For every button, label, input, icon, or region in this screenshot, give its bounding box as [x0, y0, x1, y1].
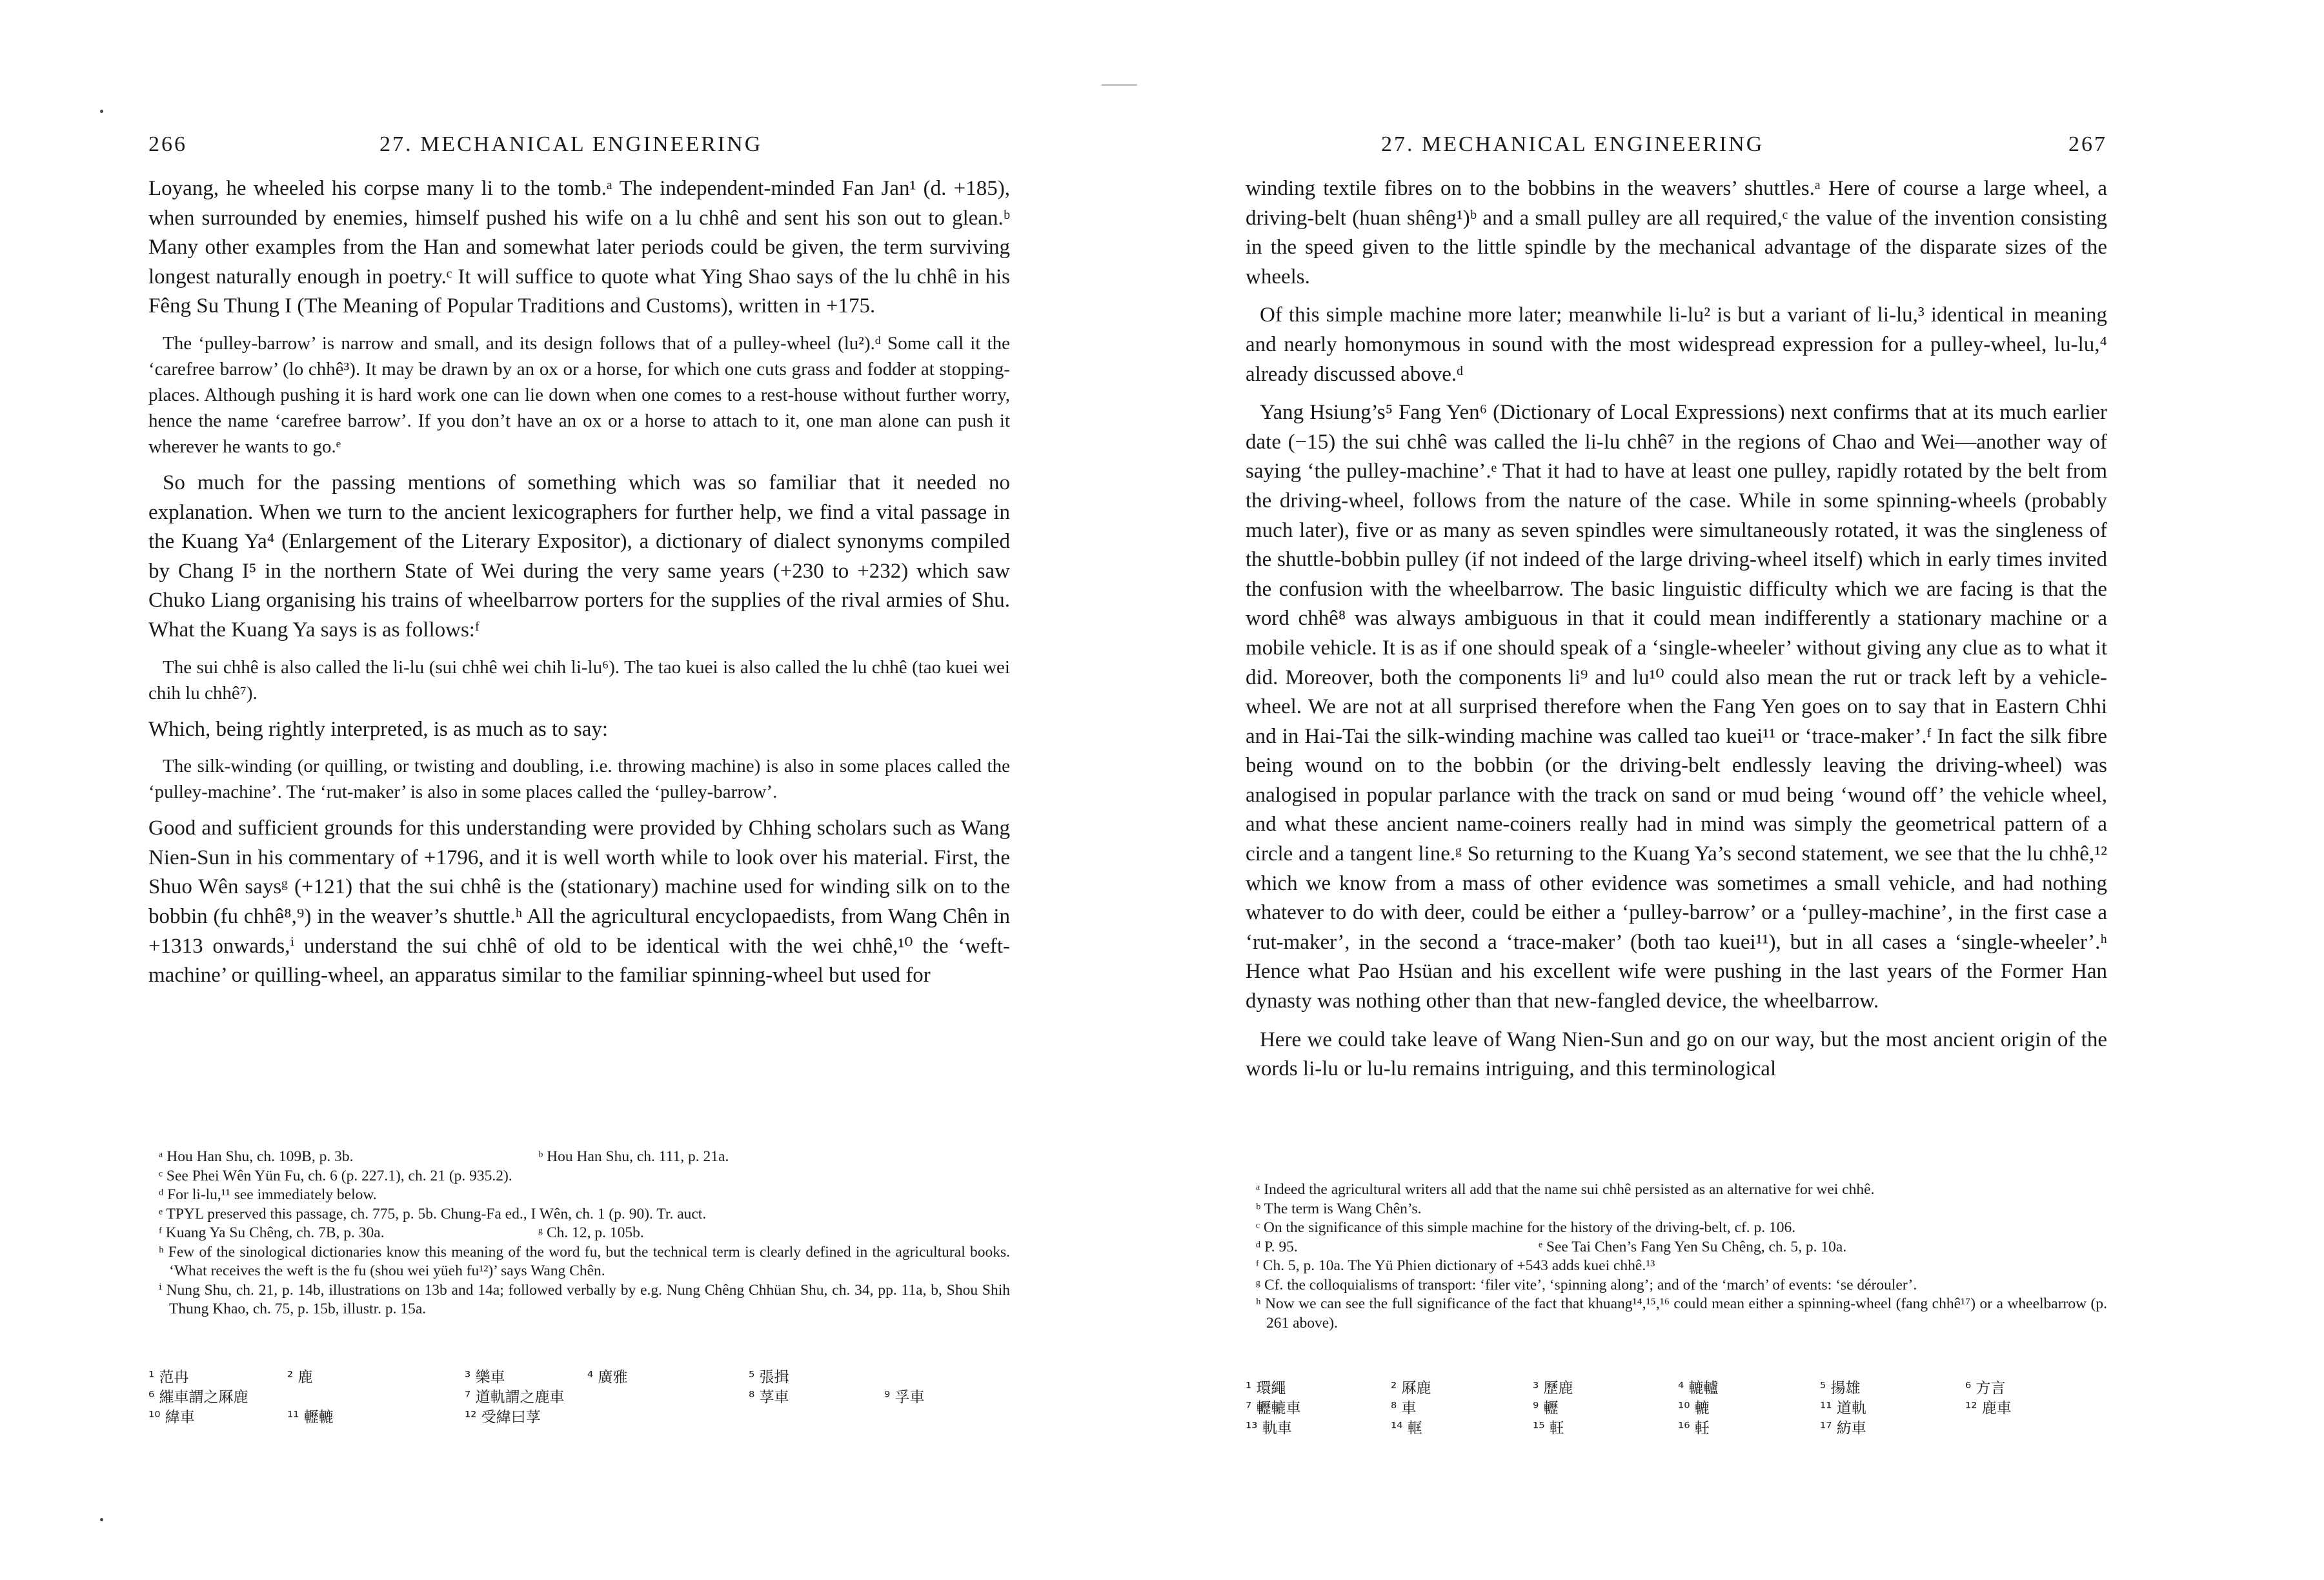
footnote-h: ʰ Now we can see the full significance of the fact that khuang¹⁴,¹⁵,¹⁶ could mean either a spinning-wheel (fang chhê¹⁷) or a wheelbarrow (p. 261 above).	[1256, 1295, 2107, 1332]
paragraph: Yang Hsiung’s⁵ Fang Yen⁶ (Dictionary of Local Expressions) next confirms that at its much earlier date (−15) the sui chhê was called the li-lu chhê⁷ in the regions of Chao and Wei—another way of saying ‘the pulley-machine’.ᵉ That it had to have at least one pulley, rapidly rotated by the belt from the driving-wheel, follows from the nature of the case. While in some spinning-wheels (probably much later), five or as many as seven spindles were simultaneously rotated, it was the singleness of the shuttle-bobbin pulley (if not indeed of the large driving-wheel itself) which in early times invited the confusion with the wheelbarrow. The basic linguistic difficulty which we are facing is that the word chhê⁸ was always ambiguous in that it could mean indifferently a stationary machine or a mobile vehicle. It is as if one should speak of a ‘single-wheeler’ without giving any clue as to what it did. Moreover, both the components li⁹ and lu¹⁰ could also mean the rut or track left by a vehicle-wheel. We are not at all surprised therefore when the Fang Yen goes on to say that in Eastern Chhi and in Hai-Tai the silk-winding machine was called tao kuei¹¹ or ‘trace-maker’.ᶠ In fact the silk fibre being wound on to the bobbin (or the driving-belt endlessly leaving the driving-wheel) was analogised in popular parlance with the track on sand or mud being ‘wound off’ the vehicle wheel, and what these ancient name-coiners really had in mind was simply the geometrical pattern of a circle and a tangent line.ᵍ So returning to the Kuang Ya’s second statement, we see that the lu chhê,¹² which we know from a mass of other evidence was sometimes a small vehicle, and had nothing whatever to do with deer, could be either a ‘pulley-barrow’ or a ‘pulley-machine’, in the first case a ‘rut-maker’, in the second a ‘trace-maker’ (both tao kuei¹¹), but in all cases a ‘single-wheeler’.ʰ Hence what Pao Hsüan and his excellent wife were pushing in the last years of the Former Han dynasty was nothing other than that new-fangled device, the wheelbarrow.	[1246, 401, 2107, 1013]
glossary-entry: ¹⁰ 轆	[1678, 1400, 1710, 1417]
glossary-entry: ¹ 范冉	[148, 1369, 189, 1386]
footnotes	[148, 1148, 1010, 1319]
paragraph: So much for the passing mentions of something which was so familiar that it needed no explanation. When we turn to the ancient lexicographers for further help, we find a vital passage in the Kuang Ya⁴ (Enlargement of the Literary Expositor), a dictionary of dialect synonyms compiled by Chang I⁵ in the northern State of Wei during the very same years (+230 to +232) which saw Chuko Liang organising his trains of wheelbarrow porters for the supplies of the rival armies of Shu. What the Kuang Ya says is as follows:ᶠ	[148, 471, 1010, 642]
glossary-row	[148, 1365, 1010, 1385]
glossary-entry: ² 厤鹿	[1391, 1380, 1431, 1397]
footnote-d: ᵈ For li-lu,¹¹ see immediately below.	[159, 1186, 377, 1203]
glossary-entry: ¹⁶ 軠	[1678, 1420, 1710, 1437]
footnote-row	[148, 1148, 1010, 1167]
glossary-entry: ⁶ 方言	[1965, 1380, 2006, 1397]
paragraph: Here we could take leave of Wang Nien-Sun and go on our way, but the most ancient origin of the words li-lu or lu-lu remains intriguing, and this terminological	[1246, 1028, 2107, 1081]
footnote-a: ᵃ Indeed the agricultural writers all add that the name sui chhê persisted as an alternative for wei chhê.	[1256, 1181, 1875, 1198]
paragraph: Which, being rightly interpreted, is as much as to say:	[148, 717, 609, 741]
glossary-entry: ⁷ 道軌謂之鹿車	[465, 1389, 565, 1406]
footnote-b: ᵇ Hou Han Shu, ch. 111, p. 21a.	[538, 1148, 729, 1165]
glossary-entry: ⁵ 揚雄	[1820, 1380, 1861, 1397]
glossary-entry: ¹⁵ 軖	[1533, 1420, 1564, 1437]
glossary-entry: ³ 歷鹿	[1533, 1380, 1573, 1397]
glossary-entry: ⁴ 廣雅	[587, 1369, 628, 1386]
body-text	[1246, 174, 2107, 1084]
footnote-g: ᵍ Cf. the colloquialisms of transport: ‘filer vite’, ‘spinning along’; and of the ‘march’ of events: ‘se dérouler’.	[1256, 1276, 1917, 1293]
glossary-row	[1246, 1416, 2107, 1436]
running-head	[148, 132, 1010, 165]
paragraph: Loyang, he wheeled his corpse many li to the tomb.ᵃ The independent-minded Fan Jan¹ (d. +185), when surrounded by enemies, himself pushed his wife on a lu chhê and sent his son out to glean.ᵇ Many other examples from the Han and somewhat later periods could be given, the term surviving longest naturally enough in poetry.ᶜ It will suffice to quote what Ying Shao says of the lu chhê in his Fêng Su Thung I (The Meaning of Popular Traditions and Customs), written in +175.	[148, 177, 1010, 318]
footnote-h: ʰ Few of the sinological dictionaries know this meaning of the word fu, but the technical term is clearly defined in the agricultural books. ‘What receives the weft is the fu (shou wei yüeh fu¹²)’ says Wang Chên.	[159, 1243, 1010, 1279]
body-text	[148, 174, 1010, 991]
footnote-a: ᵃ Hou Han Shu, ch. 109B, p. 3b.	[159, 1148, 354, 1165]
footnote-row	[1246, 1238, 2107, 1257]
glossary-entry: ⁸ 車	[1391, 1400, 1417, 1417]
footnote-d: ᵈ P. 95.	[1256, 1238, 1298, 1255]
footnote-f: ᶠ Kuang Ya Su Chêng, ch. 7B, p. 30a.	[159, 1224, 385, 1241]
running-title: 27. MECHANICAL ENGINEERING	[379, 132, 763, 156]
footnote-c: ᶜ See Phei Wên Yün Fu, ch. 6 (p. 227.1), ch. 21 (p. 935.2).	[159, 1167, 512, 1184]
block-quote: The sui chhê is also called the li-lu (sui chhê wei chih li-lu⁶). The tao kuei is also called the lu chhê (tao kuei wei chih lu chhê⁷).	[148, 656, 1010, 704]
footnote-c: ᶜ On the significance of this simple machine for the history of the driving-belt, cf. p. 106.	[1256, 1219, 1796, 1236]
footnote-g: ᵍ Ch. 12, p. 105b.	[538, 1224, 644, 1241]
glossary-entry: ³ 樂車	[465, 1369, 505, 1386]
footnotes	[1246, 1180, 2107, 1333]
glossary-entry: ¹⁷ 紡車	[1820, 1420, 1866, 1437]
glossary-entry: ² 鹿	[287, 1369, 313, 1386]
glossary-row	[148, 1405, 1010, 1425]
glossary-entry: ⁶ 繀車謂之厤鹿	[148, 1389, 248, 1406]
footnote-e: ᵉ See Tai Chen’s Fang Yen Su Chêng, ch. 5, p. 10a.	[1539, 1238, 1847, 1255]
glossary-entry: ⁸ 莩車	[749, 1389, 789, 1406]
block-quote: The ‘pulley-barrow’ is narrow and small, and its design follows that of a pulley-wheel (lu²).ᵈ Some call it the ‘carefree barrow’ (lo chhê³). It may be drawn by an ox or a horse, for which one cuts grass and fodder at stopping-places. Although pushing it is hard work one can lie down when one comes to a rest-house without further worry, hence the name ‘carefree barrow’. If you don’t have an ox or a horse to attach to it, one man alone can push it wherever he wants to go.ᵉ	[148, 332, 1010, 457]
paragraph: winding textile fibres on to the bobbins in the weavers’ shuttles.ᵃ Here of course a large wheel, a driving-belt (huan shêng¹)ᵇ and a small pulley are all required,ᶜ the value of the invention consisting in the speed given to the little spindle by the mechanical advantage of the disparate sizes of the wheels.	[1246, 177, 2107, 289]
footnote-b: ᵇ The term is Wang Chên’s.	[1256, 1200, 1422, 1217]
glossary-entry: ¹¹ 道軌	[1820, 1400, 1866, 1417]
block-quote: The silk-winding (or quilling, or twisting and doubling, i.e. throwing machine) is also in some places called the ‘pulley-machine’. The ‘rut-maker’ is also in some places called the ‘pulley-barrow’.	[148, 756, 1010, 803]
glossary-entry: ¹¹ 轣轆	[287, 1409, 334, 1426]
glossary-row	[1246, 1376, 2107, 1396]
glossary-entry: ¹ 環繩	[1246, 1380, 1286, 1397]
glossary	[148, 1365, 1010, 1425]
glossary-entry: ⁴ 轆轤	[1678, 1380, 1719, 1397]
glossary-entry: ¹² 鹿車	[1965, 1400, 2012, 1417]
footnote-f: ᶠ Ch. 5, p. 10a. The Yü Phien dictionary of +543 adds kuei chhê.¹³	[1256, 1257, 1655, 1274]
page-number: 266	[148, 132, 187, 156]
glossary-entry: ⁹ 轣	[1533, 1400, 1559, 1417]
running-title: 27. MECHANICAL ENGINEERING	[1381, 132, 1764, 156]
glossary-entry: ¹⁰ 緯車	[148, 1409, 195, 1426]
paragraph: Good and sufficient grounds for this understanding were provided by Chhing scholars such as Wang Nien-Sun in his commentary of +1796, and it is well worth while to look over his material. First, the Shuo Wên saysᵍ (+121) that the sui chhê is the (stationary) machine used for winding silk on to the bobbin (fu chhê⁸,⁹) in the weaver’s shuttle.ʰ All the agricultural encyclopaedists, from Wang Chên in +1313 onwards,ⁱ understand the sui chhê of old to be identical with the wei chhê,¹⁰ the ‘weft-machine’ or quilling-wheel, an apparatus similar to the familiar spinning-wheel but used for	[148, 816, 1010, 988]
footnote-row	[148, 1224, 1010, 1243]
glossary-entry: ¹³ 軌車	[1246, 1420, 1292, 1437]
footnote-i: ⁱ Nung Shu, ch. 21, p. 14b, illustrations on 13b and 14a; followed verbally by e.g. Nung Chêng Chhüan Shu, ch. 34, pp. 11a, b, Shou Shih Thung Khao, ch. 75, p. 15b, illustr. p. 15a.	[159, 1281, 1010, 1317]
glossary-entry: ⁹ 孚車	[884, 1389, 925, 1406]
glossary-entry: ⁷ 轣轆車	[1246, 1400, 1301, 1417]
glossary-entry: ¹² 受緯曰莩	[465, 1409, 541, 1426]
paragraph: Of this simple machine more later; meanwhile li-lu² is but a variant of li-lu,³ identical in meaning and nearly homonymous in sound with the most widespread expression for a pulley-wheel, lu-lu,⁴ already discussed above.ᵈ	[1246, 303, 2107, 386]
right-page	[1162, 0, 2324, 1580]
glossary-entry: ¹⁴ 軭	[1391, 1420, 1422, 1437]
footnote-e: ᵉ TPYL preserved this passage, ch. 775, p. 5b. Chung-Fa ed., I Wên, ch. 1 (p. 90). Tr. auct.	[159, 1205, 707, 1222]
page-number: 267	[2068, 132, 2107, 156]
running-head	[1246, 132, 2107, 165]
glossary	[1246, 1376, 2107, 1436]
glossary-row	[1246, 1396, 2107, 1416]
glossary-row	[148, 1385, 1010, 1405]
glossary-entry: ⁵ 張揖	[749, 1369, 789, 1386]
